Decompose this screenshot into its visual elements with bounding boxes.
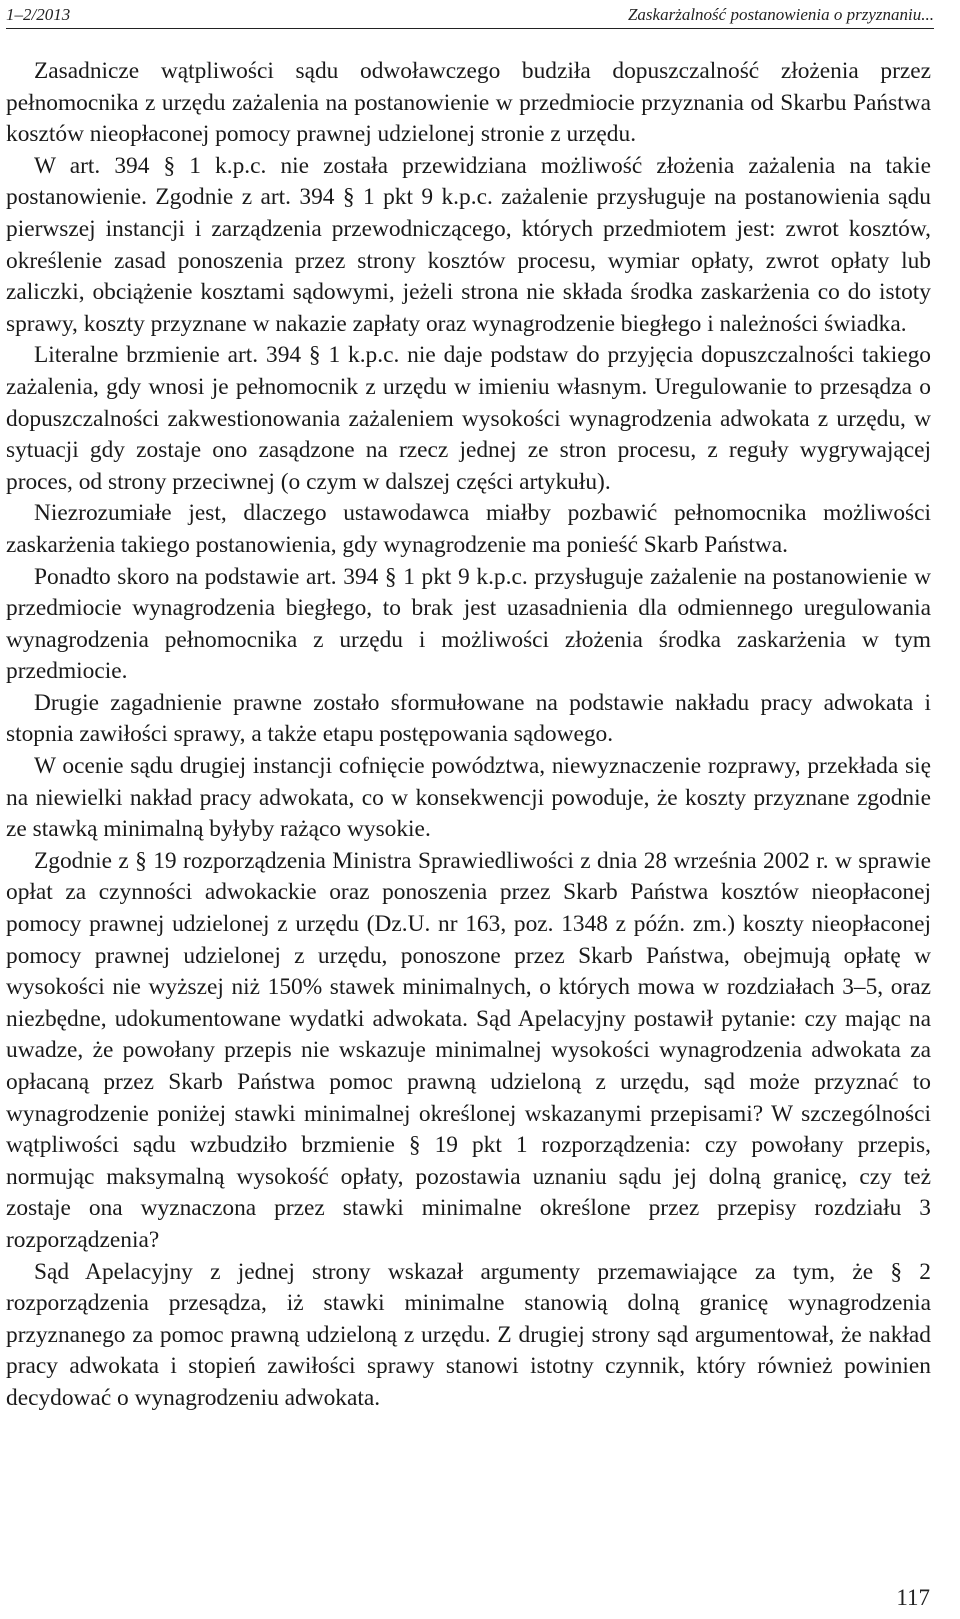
paragraph: Zgodnie z § 19 rozporządzenia Ministra Sprawiedliwości z dnia 28 września 2002 r. w sprawie opłat za czynności adwokackie oraz ponoszenia przez Skarb Państwa kosztów nieopłaconej pomocy prawnej udzielonej z urzędu (Dz.U. nr 163, poz. 1348 z późn. zm.) koszty nieopłaconej pomocy prawnej udzielonej z urzędu, ponoszone przez Skarb Państwa, obejmują opłatę w wysokości nie wyższej niż 150% stawek minimalnych, o których mowa w rozdziałach 3–5, oraz niezbędne, udokumentowane wydatki adwokata. Sąd Apelacyjny postawił pytanie: czy mając na uwadze, że powołany przepis nie wskazuje minimalnej wysokości wynagrodzenia adwokata za opłacaną przez Skarb Państwa pomoc prawną udzieloną z urzędu, sąd może przyznać to wynagrodzenie poniżej stawki minimalnej określonej wskazanymi przepisami? W szczególności wątpliwości sądu wzbudziło brzmienie § 19 pkt 1 rozporządzenia: czy powołany przepis, normując maksymalną wysokość opłaty, pozostawia uznaniu sądu jej dolną granicę, czy też zostaje ona wyznaczona przez stawki minimalne określone przez przepisy rozdziału 3 rozporządzenia? — [6, 847, 931, 1253]
running-title: Zaskarżalność postanowienia o przyznaniu... — [627, 5, 934, 24]
page-number: 117 — [896, 1585, 930, 1610]
paragraph: W art. 394 § 1 k.p.c. nie została przewidziana możliwość złożenia zażalenia na takie postanowienie. Zgodnie z art. 394 § 1 pkt 9 k.p.c. zażalenie przysługuje na postanowienia sądu pierwszej instancji i zarządzenia przewodniczącego, których przedmiotem jest: zwrot kosztów, określenie zasad ponoszenia przez strony kosztów procesu, wymiar opłaty, zwrot opłaty lub zaliczki, obciążenie kosztami sądowymi, jeżeli strona nie składa środka zaskarżenia co do istoty sprawy, koszty przyznane w nakazie zapłaty oraz wynagrodzenie biegłego i należności świadka. — [6, 152, 931, 337]
paragraph: Ponadto skoro na podstawie art. 394 § 1 pkt 9 k.p.c. przysługuje zażalenie na postanowienie w przedmiocie wynagrodzenia biegłego, to brak jest uzasadnienia dla odmiennego uregulowania wynagrodzenia pełnomocnika z urzędu i możliwości złożenia środka zaskarżenia w tym przedmiocie. — [6, 563, 931, 685]
paragraph: Niezrozumiałe jest, dlaczego ustawodawca miałby pozbawić pełnomocnika możliwości zaskarżenia takiego postanowienia, gdy wynagrodzenie ma ponieść Skarb Państwa. — [6, 500, 931, 558]
paragraph: W ocenie sądu drugiej instancji cofnięcie powództwa, niewyznaczenie rozprawy, przekłada się na niewielki nakład pracy adwokata, co w konsekwencji powoduje, że koszty przyznane zgodnie ze stawką minimalną byłyby rażąco wysokie. — [6, 753, 931, 843]
paragraph: Drugie zagadnienie prawne zostało sformułowane na podstawie nakładu pracy adwokata i stopnia zawiłości sprawy, a także etapu postępowania sądowego. — [6, 689, 931, 748]
running-header — [6, 2, 934, 29]
issue-number: 1–2/2013 — [6, 5, 71, 24]
article-body — [6, 56, 931, 1415]
paragraph: Literalne brzmienie art. 394 § 1 k.p.c. nie daje podstaw do przyjęcia dopuszczalności takiego zażalenia, gdy wnosi je pełnomocnik z urzędu w imieniu własnym. Uregulowanie to przesądza o dopuszczalności zakwestionowania zażaleniem wysokości wynagrodzenia adwokata z urzędu, w sytuacji gdy zostaje ono zasądzone na rzecz jednej ze stron procesu, z reguły wygrywającej proces, od strony przeciwnej (o czym w dalszej części artykułu). — [6, 342, 931, 495]
paragraph: Sąd Apelacyjny z jednej strony wskazał argumenty przemawiające za tym, że § 2 rozporządzenia przesądza, iż stawki minimalne stanowią dolną granicę wynagrodzenia przyznanego za pomoc prawną udzieloną z urzędu. Z drugiej strony sąd argumentował, że nakład pracy adwokata i stopień zawiłości sprawy stanowi istotny czynnik, który również powinien decydować o wynagrodzeniu adwokata. — [6, 1258, 931, 1411]
paragraph: Zasadnicze wątpliwości sądu odwoławczego budziła dopuszczalność złożenia przez pełnomocnika z urzędu zażalenia na postanowienie w przedmiocie przyznania od Skarbu Państwa kosztów nieopłaconej pomocy prawnej udzielonej stronie z urzędu. — [6, 58, 931, 148]
